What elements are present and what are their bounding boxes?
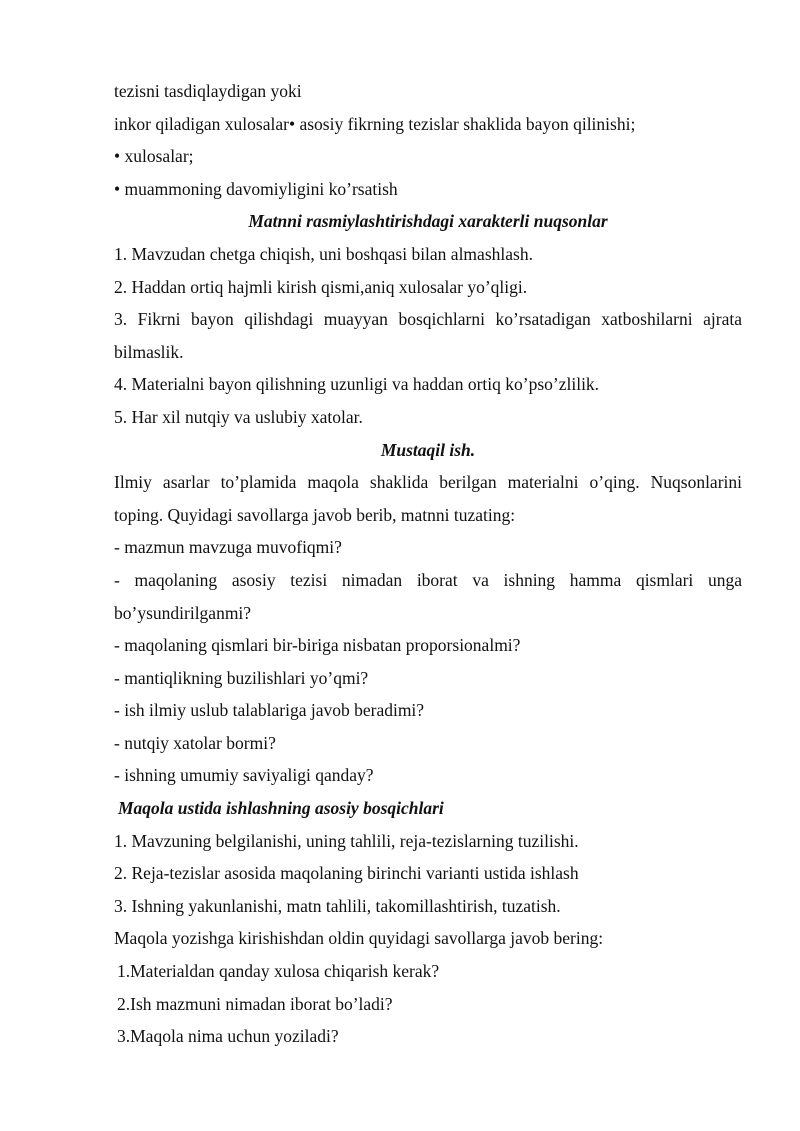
defect-item: 1. Mavzudan chetga chiqish, uni boshqasi bilan almashlash.	[114, 243, 533, 264]
question-item: - maqolaning asosiy tezisi nimadan iborat va ishning hamma qismlari unga	[114, 569, 742, 590]
task-text: Ilmiy asarlar to’plamida maqola shaklida berilgan materialni o’qing. Nuqsonlarini	[114, 472, 742, 493]
question-item: - ishning umumiy saviyaligi qanday?	[114, 765, 374, 786]
stage-item: 1. Mavzuning belgilanishi, uning tahlili, reja-tezislarning tuzilishi.	[114, 830, 579, 851]
text-line: tezisni tasdiqlaydigan yoki	[114, 81, 302, 101]
bullet-item: • muammoning davomiyligini ko’rsatish	[114, 178, 398, 199]
defect-item: 2. Haddan ortiq hajmli kirish qismi,aniq xulosalar yo’qligi.	[114, 276, 528, 297]
final-question-item: 3.Maqola nima uchun yoziladi?	[117, 1026, 339, 1047]
stage-item: 2. Reja-tezislar asosida maqolaning birinchi varianti ustida ishlash	[114, 863, 579, 884]
defect-item: 5. Har xil nutqiy va uslubiy xatolar.	[114, 406, 363, 427]
bullet-item: • xulosalar;	[114, 146, 194, 167]
defect-item-continuation: bilmaslik.	[114, 341, 184, 362]
document-body	[114, 75, 742, 1053]
section-heading-independent-work: Mustaqil ish.	[380, 439, 476, 460]
task-text: toping. Quyidagi savollarga javob berib, matnni tuzating:	[114, 504, 516, 525]
section-heading-defects: Matnni rasmiylashtirishdagi xarakterli nuqsonlar	[248, 211, 608, 232]
question-item: - mazmun mavzuga muvofiqmi?	[114, 537, 342, 558]
defect-item: 3. Fikrni bayon qilishdagi muayyan bosqichlarni ko’rsatadigan xatboshilarni ajrata	[114, 309, 742, 330]
intro-text: Maqola yozishga kirishishdan oldin quyidagi savollarga javob bering:	[114, 928, 604, 949]
stage-item: 3. Ishning yakunlanishi, matn tahlili, takomillashtirish, tuzatish.	[114, 895, 561, 916]
defect-item: 4. Materialni bayon qilishning uzunligi va haddan ortiq ko’pso’zlilik.	[114, 374, 600, 395]
final-question-item: 1.Materialdan qanday xulosa chiqarish kerak?	[117, 961, 440, 982]
question-item-continuation: bo’ysundirilganmi?	[114, 602, 252, 623]
section-heading-stages: Maqola ustida ishlashning asosiy bosqichlari	[118, 798, 444, 819]
question-item: - maqolaning qismlari bir-biriga nisbatan proporsionalmi?	[114, 635, 521, 656]
question-item: - ish ilmiy uslub talablariga javob beradimi?	[114, 700, 425, 721]
final-question-item: 2.Ish mazmuni nimadan iborat bo’ladi?	[117, 993, 393, 1014]
question-item: - nutqiy xatolar bormi?	[114, 732, 276, 753]
question-item: - mantiqlikning buzilishlari yo’qmi?	[114, 667, 369, 688]
text-line: inkor qiladigan xulosalar• asosiy fikrning tezislar shaklida bayon qilinishi;	[114, 113, 636, 134]
